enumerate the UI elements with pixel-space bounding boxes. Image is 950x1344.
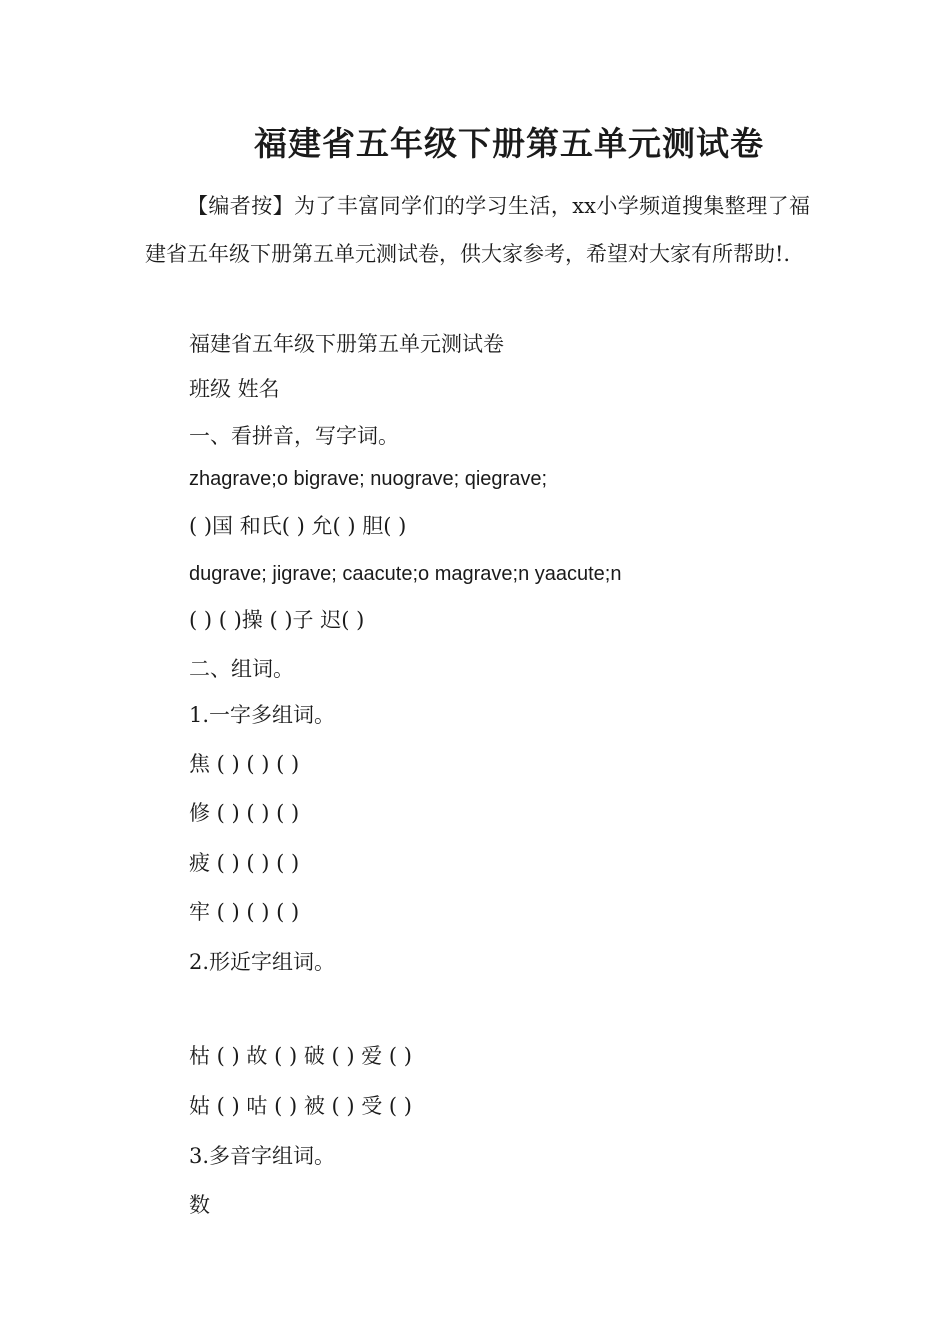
section-heading-pinyin: 一、看拼音，写字词。: [189, 424, 399, 448]
word-row-xiu: 修 ( ) ( ) ( ): [189, 801, 300, 825]
blank-line-2: ( ) ( )操 ( )子 迟( ): [189, 608, 365, 632]
similar-chars-row-2: 姑 ( ) 咕 ( ) 被 ( ) 受 ( ): [189, 1094, 412, 1118]
subsection-heading-3: 3.多音字组词。: [189, 1144, 336, 1168]
pinyin-line-2: dugrave; jigrave; caacute;o magrave;n yaacute;n: [189, 563, 622, 585]
word-row-pi: 疲 ( ) ( ) ( ): [189, 851, 300, 875]
section-heading-words: 二、组词。: [189, 657, 294, 681]
word-row-lao: 牢 ( ) ( ) ( ): [189, 900, 300, 924]
subsection-heading-2: 2.形近字组词。: [189, 950, 336, 974]
word-row-jiao: 焦 ( ) ( ) ( ): [189, 752, 300, 776]
subsection-heading-1: 1.一字多组词。: [189, 703, 336, 727]
section-title-line: 福建省五年级下册第五单元测试卷: [189, 332, 504, 356]
document-title: 福建省五年级下册第五单元测试卷: [254, 124, 764, 163]
class-name-line: 班级 姓名: [189, 377, 280, 401]
blank-line-1: ( )国 和氏( ) 允( ) 胆( ): [189, 514, 407, 538]
polyphone-row: 数: [189, 1193, 210, 1217]
similar-chars-row-1: 枯 ( ) 故 ( ) 破 ( ) 爱 ( ): [189, 1044, 412, 1068]
editor-note-paragraph: 【编者按】为了丰富同学们的学习生活，xx小学频道搜集整理了福建省五年级下册第五单元测试卷，供大家参考，希望对大家有所帮助!.: [145, 194, 810, 266]
pinyin-line-1: zhagrave;o bigrave; nuograve; qiegrave;: [189, 468, 548, 490]
